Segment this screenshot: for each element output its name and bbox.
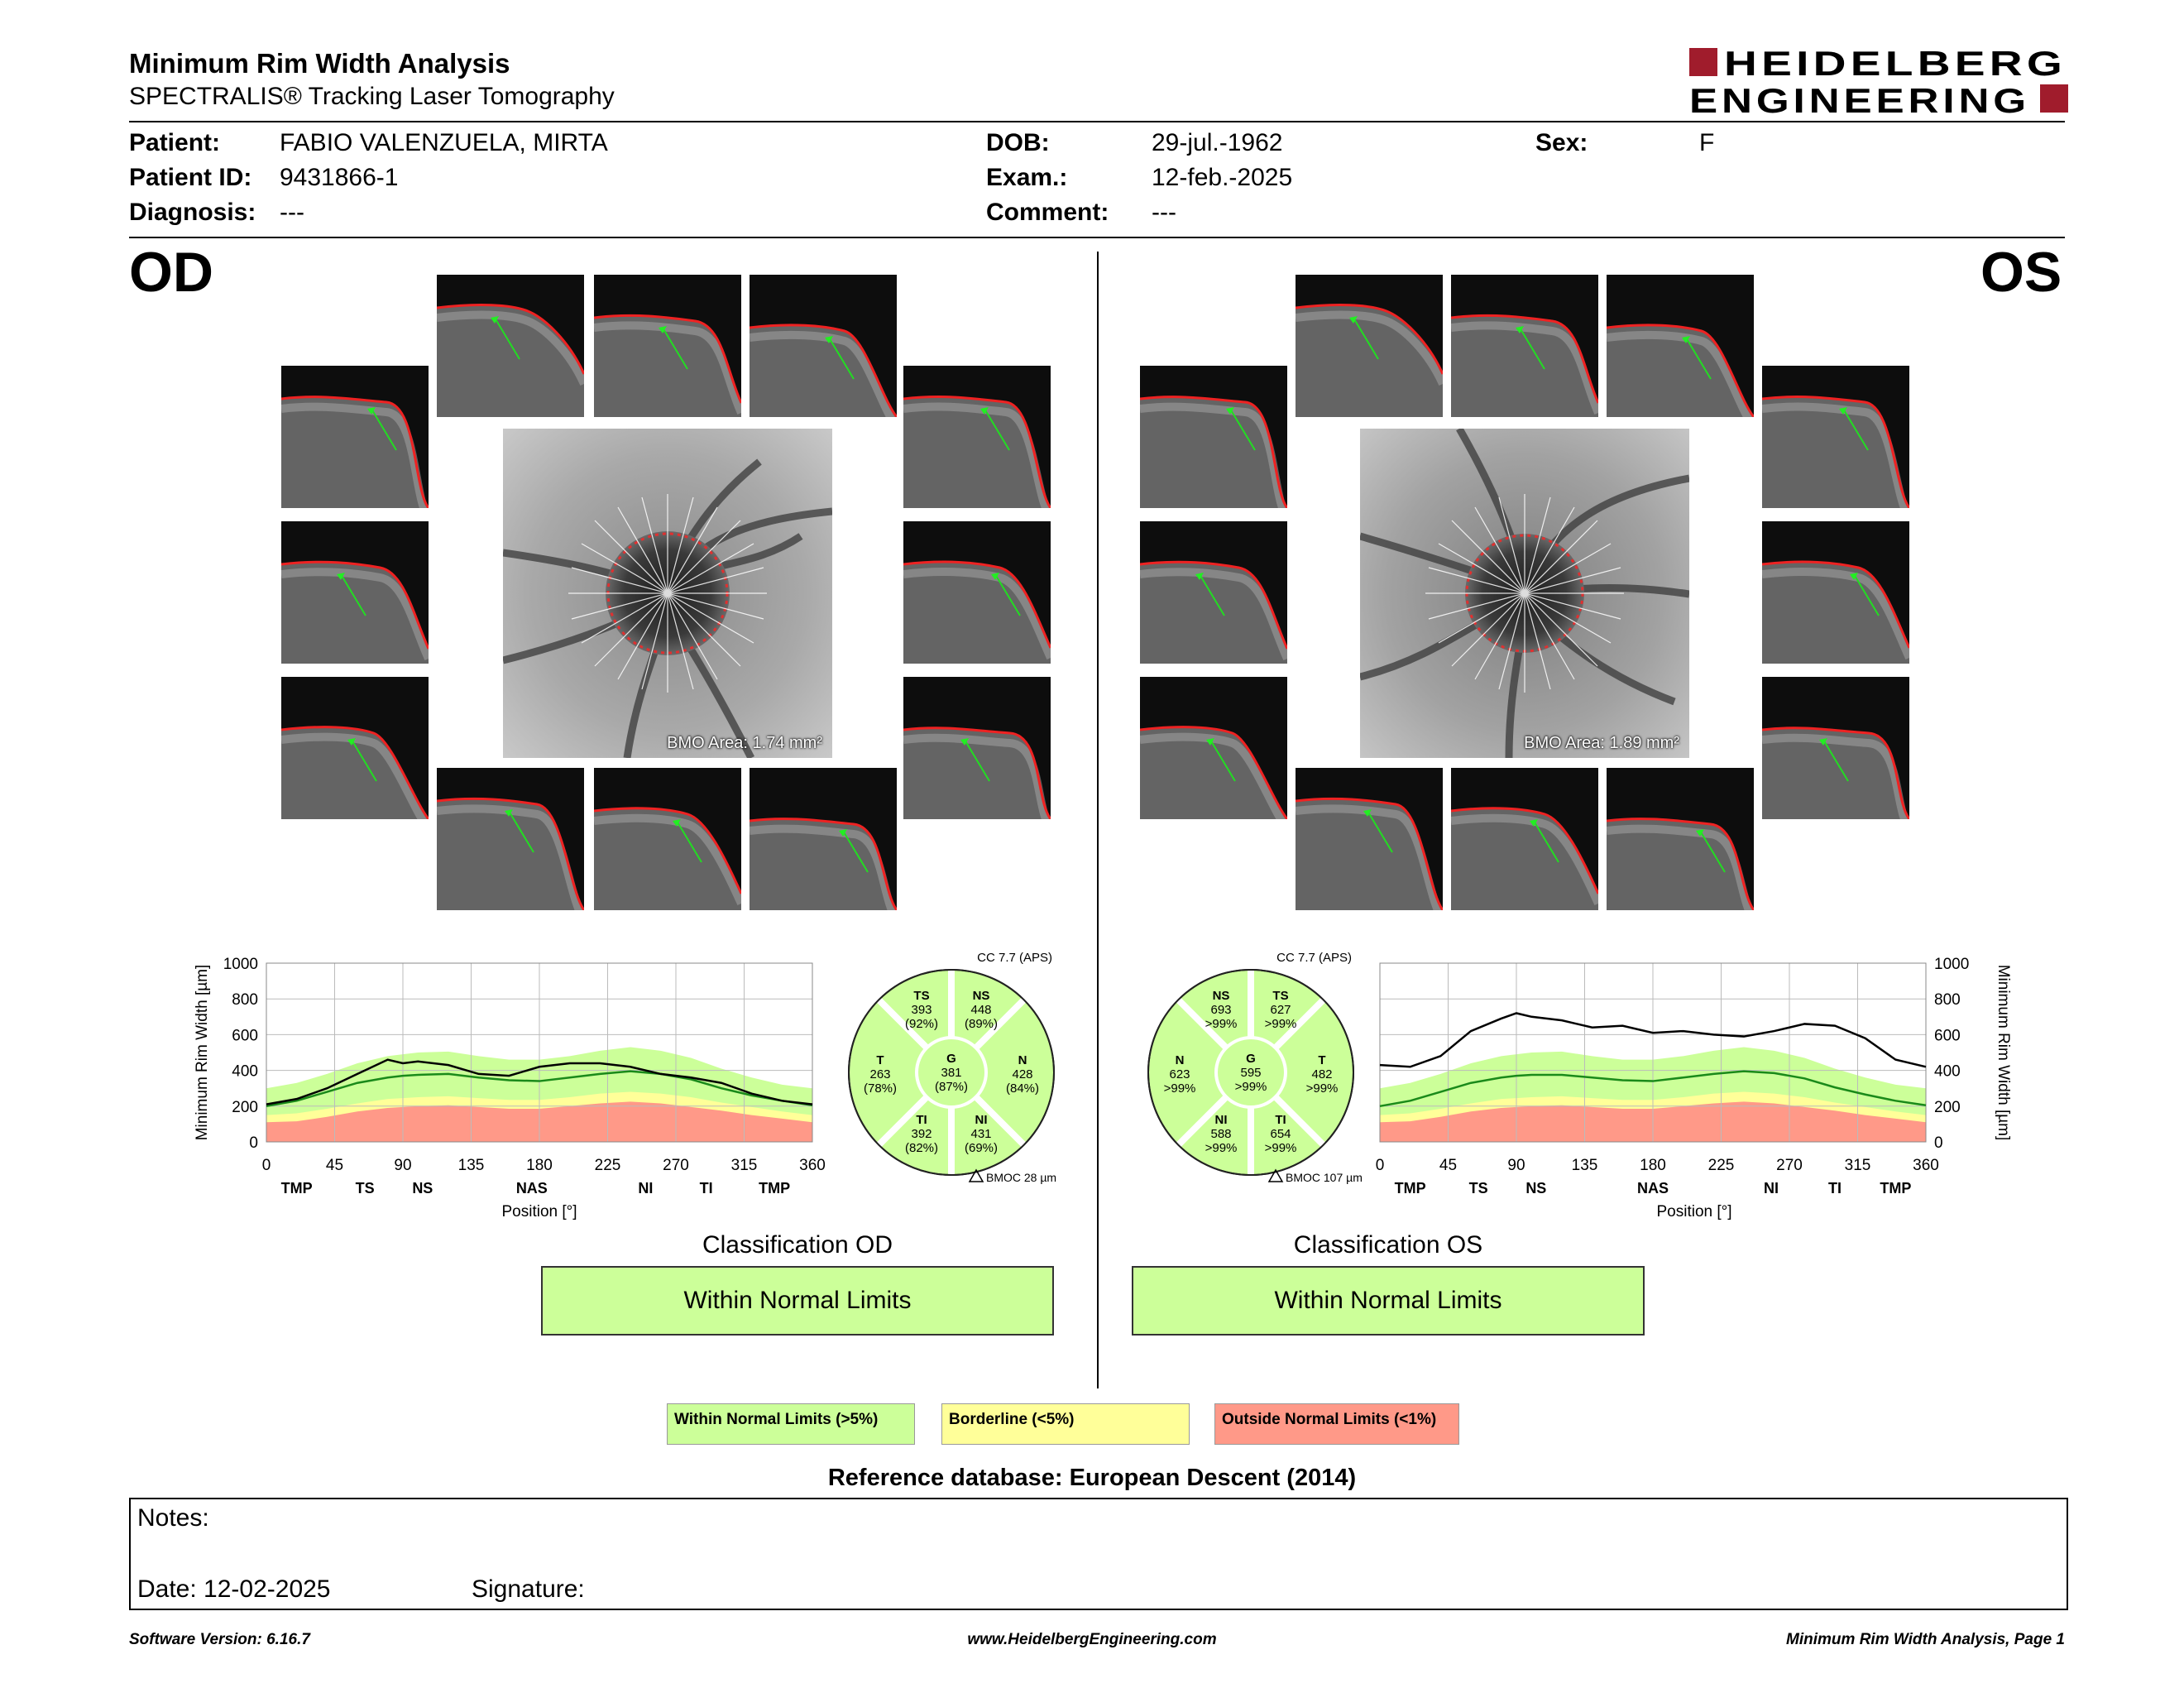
os-bscan-1	[1296, 275, 1443, 417]
od-sector-ns-text: (89%)	[964, 1017, 999, 1031]
x-tick-label: 315	[1844, 1157, 1871, 1174]
x-tick-label: 90	[394, 1157, 412, 1174]
x-tick-label: 135	[1571, 1157, 1598, 1174]
od-bmo-area: BMO Area: 1.74 mm²	[667, 734, 822, 752]
od-sector-ti-text: (82%)	[904, 1141, 939, 1155]
os-bscan-7	[1762, 366, 1909, 508]
comment-label: Comment:	[986, 199, 1109, 226]
y-tick-label: 1000	[1934, 956, 1970, 973]
sex-label: Sex:	[1535, 129, 1588, 156]
y-tick-label: 800	[232, 991, 258, 1009]
y-tick-label: 200	[1934, 1098, 1961, 1116]
sector-axis-label: TMP	[1394, 1180, 1426, 1196]
x-tick-label: 270	[1776, 1157, 1803, 1174]
os-sector-g-text: G	[1246, 1052, 1256, 1066]
os-fundus-image	[1360, 429, 1689, 758]
os-sector-t-text: >99%	[1305, 1081, 1339, 1096]
os-bscan-6	[1140, 677, 1287, 819]
od-bscan-10	[437, 768, 584, 910]
sector-axis-label: TS	[1468, 1180, 1488, 1196]
os-sector-ts-text: >99%	[1264, 1017, 1297, 1031]
os-sector-g-text: 595	[1240, 1066, 1262, 1080]
os-sector-ns-text: NS	[1212, 989, 1230, 1003]
x-tick-label: 0	[261, 1157, 271, 1174]
od-sector-t-text: T	[876, 1053, 884, 1067]
od-bscan-6	[281, 677, 429, 819]
sector-axis-label: NS	[1525, 1180, 1547, 1196]
od-sector-ni-text: (69%)	[964, 1141, 999, 1155]
od-bscan-2	[594, 275, 741, 417]
os-cc-label: CC 7.7 (APS)	[1276, 951, 1352, 965]
x-tick-label: 315	[730, 1157, 758, 1174]
od-sector-ni-text: 431	[970, 1127, 992, 1141]
os-sector-ni-text: >99%	[1205, 1141, 1238, 1155]
heidelberg-logo	[1689, 46, 2070, 116]
dob-value: 29-jul.-1962	[1152, 129, 1283, 156]
od-bmoc-label: BMOC 28 µm	[986, 1171, 1057, 1184]
os-bscan-3	[1607, 275, 1754, 417]
od-sector-g-text: 381	[941, 1066, 962, 1080]
x-tick-label: 135	[457, 1157, 485, 1174]
header-divider	[129, 121, 2065, 122]
od-sector-ts-text: 393	[911, 1003, 932, 1017]
exam-label: Exam.:	[986, 164, 1068, 191]
os-sector-ns-text: 693	[1210, 1003, 1232, 1017]
x-tick-label: 0	[1375, 1157, 1385, 1174]
os-classification-result: Within Normal Limits	[1132, 1266, 1645, 1336]
notes-box	[129, 1498, 2068, 1610]
website: www.HeidelbergEngineering.com	[967, 1631, 1217, 1648]
y-tick-label: 1000	[223, 956, 258, 973]
os-label: OS	[1980, 241, 2062, 304]
x-tick-label: 90	[1507, 1157, 1525, 1174]
os-bscan-12	[1607, 768, 1754, 910]
os-bscan-2	[1451, 275, 1598, 417]
od-sector-ti-text: TI	[916, 1113, 927, 1127]
od-rim-width-chart	[190, 943, 836, 1225]
os-sector-n-text: 623	[1169, 1067, 1190, 1081]
os-sector-t-text: 482	[1311, 1067, 1333, 1081]
sector-axis-label: TI	[1828, 1180, 1842, 1196]
x-tick-label: 180	[1640, 1157, 1666, 1174]
od-cc-label: CC 7.7 (APS)	[977, 951, 1052, 965]
patient-name: FABIO VALENZUELA, MIRTA	[280, 129, 608, 156]
notes-label: Notes:	[137, 1504, 209, 1532]
od-bscan-5	[281, 521, 429, 664]
diagnosis-label: Diagnosis:	[129, 199, 256, 226]
od-bscan-4	[281, 366, 429, 508]
x-axis-label: Position [°]	[1656, 1203, 1732, 1220]
sector-axis-label: NS	[412, 1180, 433, 1196]
os-sector-ni-text: 588	[1210, 1127, 1232, 1141]
os-sector-ns-text: >99%	[1205, 1017, 1238, 1031]
x-tick-label: 270	[663, 1157, 689, 1174]
sector-axis-label: TS	[355, 1180, 375, 1196]
y-axis-label: Minimum Rim Width [µm]	[1995, 964, 2012, 1141]
od-sector-g-text: (87%)	[934, 1080, 969, 1094]
os-bscan-9	[1762, 677, 1909, 819]
y-tick-label: 400	[232, 1062, 258, 1081]
x-tick-label: 360	[799, 1157, 826, 1174]
os-bmoc-label: BMOC 107 µm	[1286, 1171, 1363, 1184]
os-sector-ti-text: TI	[1275, 1113, 1286, 1127]
sector-axis-label: TMP	[1880, 1180, 1912, 1196]
os-bscan-8	[1762, 521, 1909, 664]
dob-label: DOB:	[986, 129, 1050, 156]
y-axis-label: Minimum Rim Width [µm]	[194, 964, 211, 1141]
x-tick-label: 180	[526, 1157, 553, 1174]
legend-normal: Within Normal Limits (>5%)	[667, 1403, 915, 1445]
od-bscan-12	[750, 768, 897, 910]
od-bscan-8	[903, 521, 1051, 664]
os-sector-ti-text: >99%	[1264, 1141, 1297, 1155]
os-bmo-area: BMO Area: 1.89 mm²	[1524, 734, 1679, 752]
patient-divider	[129, 237, 2065, 238]
legend-outside: Outside Normal Limits (<1%)	[1214, 1403, 1459, 1445]
os-classification-title: Classification OS	[1293, 1231, 1483, 1259]
diagnosis-value: ---	[280, 199, 304, 226]
x-tick-label: 360	[1913, 1157, 1939, 1174]
os-sector-ts-text: TS	[1272, 989, 1289, 1003]
reference-database: Reference database: European Descent (2014)	[827, 1465, 1357, 1491]
od-sector-t-text: 263	[869, 1067, 891, 1081]
os-sector-n-text: >99%	[1163, 1081, 1196, 1096]
sex-value: F	[1699, 129, 1715, 156]
exam-value: 12-feb.-2025	[1152, 164, 1293, 191]
od-sector-ns-text: 448	[970, 1003, 992, 1017]
os-bscan-10	[1296, 768, 1443, 910]
od-sector-n-text: 428	[1012, 1067, 1033, 1081]
od-bscan-3	[750, 275, 897, 417]
x-axis-label: Position [°]	[501, 1203, 577, 1220]
od-label: OD	[129, 241, 213, 304]
od-bscan-1	[437, 275, 584, 417]
od-sector-g-text: G	[946, 1052, 956, 1066]
od-sector-n-text: N	[1018, 1053, 1027, 1067]
os-sector-ni-text: NI	[1214, 1113, 1228, 1127]
sector-axis-label: TMP	[280, 1180, 313, 1196]
patient-label: Patient:	[129, 129, 221, 156]
logo-line1: HEIDELBERG	[1724, 46, 2067, 83]
patient-id: 9431866-1	[280, 164, 399, 191]
report-title: Minimum Rim Width Analysis	[129, 48, 510, 79]
od-bscan-11	[594, 768, 741, 910]
y-tick-label: 600	[1934, 1027, 1961, 1045]
patient-id-label: Patient ID:	[129, 164, 252, 191]
od-bscan-7	[903, 366, 1051, 508]
y-tick-label: 400	[1934, 1062, 1961, 1081]
os-bscan-4	[1140, 366, 1287, 508]
logo-line2: ENGINEERING	[1689, 81, 2030, 116]
od-classification-title: Classification OD	[702, 1231, 893, 1259]
sector-axis-label: NI	[1764, 1180, 1779, 1196]
od-sector-ts-text: (92%)	[904, 1017, 939, 1031]
os-sector-g-text: >99%	[1234, 1080, 1267, 1094]
sector-axis-label: NAS	[1636, 1180, 1669, 1196]
eye-divider	[1097, 252, 1099, 1388]
software-version: Software Version: 6.16.7	[129, 1631, 310, 1648]
od-sector-ns-text: NS	[972, 989, 990, 1003]
x-tick-label: 45	[1439, 1157, 1458, 1174]
os-sector-ts-text: 627	[1270, 1003, 1291, 1017]
os-sector-ti-text: 654	[1270, 1127, 1291, 1141]
od-sector-n-text: (84%)	[1005, 1081, 1040, 1096]
od-sector-ni-text: NI	[975, 1113, 988, 1127]
x-tick-label: 225	[1707, 1157, 1735, 1174]
y-tick-label: 0	[1934, 1134, 1943, 1152]
os-sector-n-text: N	[1175, 1053, 1185, 1067]
od-bscan-9	[903, 677, 1051, 819]
os-bscan-5	[1140, 521, 1287, 664]
od-sector-ts-text: TS	[913, 989, 930, 1003]
signature-label: Signature:	[472, 1575, 585, 1603]
os-sector-diagram	[1135, 943, 1383, 1192]
os-sector-t-text: T	[1318, 1053, 1326, 1067]
date-label: Date: 12-02-2025	[137, 1575, 331, 1603]
x-tick-label: 225	[594, 1157, 621, 1174]
page-label: Minimum Rim Width Analysis, Page 1	[1786, 1631, 2065, 1648]
os-rim-width-chart	[1357, 943, 2019, 1225]
sector-axis-label: TMP	[759, 1180, 791, 1196]
report-subtitle: SPECTRALIS® Tracking Laser Tomography	[129, 83, 615, 110]
sector-axis-label: TI	[699, 1180, 713, 1196]
sector-axis-label: NI	[638, 1180, 654, 1196]
y-tick-label: 0	[249, 1134, 258, 1152]
os-bscan-11	[1451, 768, 1598, 910]
x-tick-label: 45	[325, 1157, 344, 1174]
od-sector-diagram	[836, 943, 1084, 1192]
y-tick-label: 200	[232, 1098, 258, 1116]
comment-value: ---	[1152, 199, 1176, 226]
sector-axis-label: NAS	[515, 1180, 548, 1196]
od-sector-t-text: (78%)	[863, 1081, 898, 1096]
y-tick-label: 600	[232, 1027, 258, 1045]
legend-borderline: Borderline (<5%)	[941, 1403, 1190, 1445]
od-classification-result: Within Normal Limits	[541, 1266, 1054, 1336]
od-sector-ti-text: 392	[911, 1127, 932, 1141]
y-tick-label: 800	[1934, 991, 1961, 1009]
od-fundus-image	[503, 429, 832, 758]
